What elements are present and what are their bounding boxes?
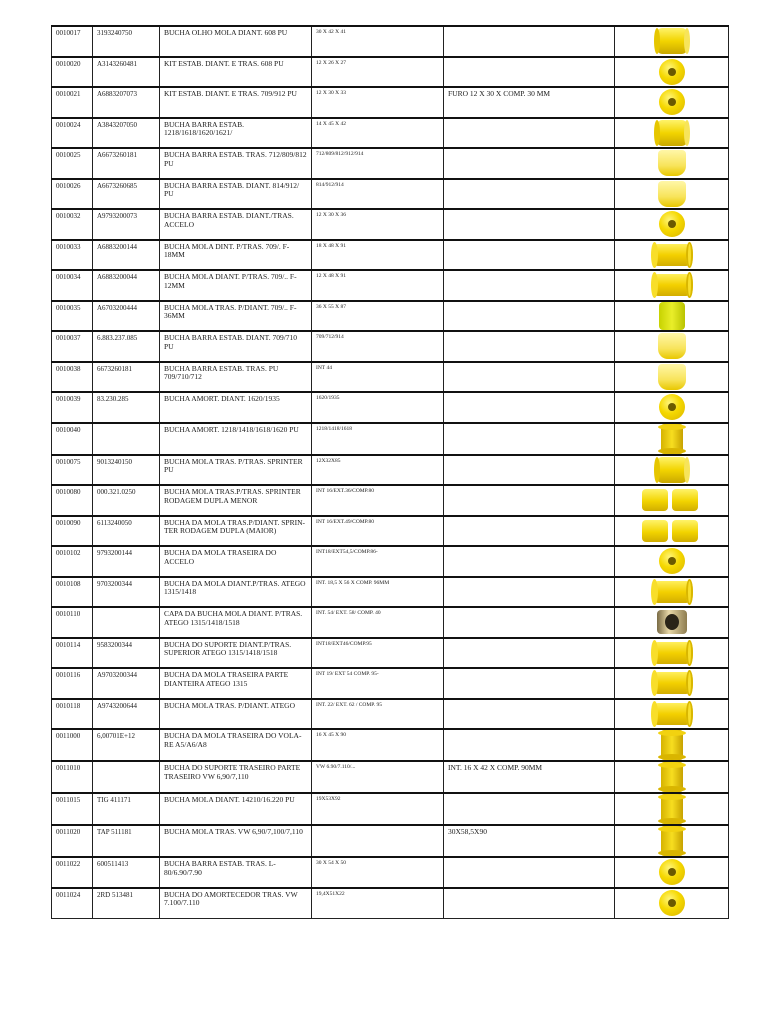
product-image-cell	[615, 888, 729, 919]
part-code-cell: 0010118	[52, 699, 93, 730]
table-row	[52, 57, 729, 88]
part-code-cell: 0010040	[52, 423, 93, 455]
product-image-cell	[615, 118, 729, 149]
table-row	[52, 26, 729, 57]
table-row	[52, 546, 729, 577]
description-cell: BUCHA MOLA TRAS. P/DIANT. ATEGO	[160, 699, 312, 730]
notes-cell	[444, 455, 615, 486]
table-row	[52, 729, 729, 761]
product-image-cell	[615, 516, 729, 547]
dimensions-cell: 16 X 45 X 90	[312, 729, 444, 761]
table-row	[52, 607, 729, 638]
table-row	[52, 857, 729, 888]
notes-cell	[444, 607, 615, 638]
reference-cell	[93, 423, 160, 455]
part-code-cell: 0010021	[52, 87, 93, 118]
yellow-long-bushing-icon	[654, 703, 690, 725]
yellow-tall-bushing-icon	[661, 730, 683, 760]
product-image-cell	[615, 857, 729, 888]
description-cell: BUCHA DA MOLA TRASEIRA DO ACCELO	[160, 546, 312, 577]
dimensions-cell: 1620/1935	[312, 392, 444, 423]
dimensions-cell: 709/712/914	[312, 331, 444, 362]
product-image-cell	[615, 240, 729, 271]
table-row	[52, 638, 729, 669]
description-cell: CAPA DA BUCHA MOLA DIANT. P/TRAS. ATEGO 1315/1418/1518	[160, 607, 312, 638]
reference-cell	[93, 607, 160, 638]
dimensions-cell: 814/912/914	[312, 179, 444, 210]
part-code-cell: 0010035	[52, 301, 93, 332]
table-row	[52, 825, 729, 857]
part-code-cell: 0010025	[52, 148, 93, 179]
reference-cell: 000.321.0250	[93, 485, 160, 516]
table-row	[52, 209, 729, 240]
reference-cell: 83.230.285	[93, 392, 160, 423]
catalog-body	[52, 26, 729, 918]
description-cell: BUCHA DA MOLA TRASEIRA DO VOLA-RE A5/A6/A8	[160, 729, 312, 761]
reference-cell	[93, 761, 160, 793]
product-image-cell	[615, 577, 729, 608]
part-code-cell: 0010090	[52, 516, 93, 547]
table-row	[52, 516, 729, 547]
yellow-tall-bushing-icon	[661, 762, 683, 792]
product-image-cell	[615, 455, 729, 486]
description-cell: BUCHA MOLA DIANT. 14210/16.220 PU	[160, 793, 312, 825]
part-code-cell: 0010032	[52, 209, 93, 240]
notes-cell	[444, 179, 615, 210]
table-row	[52, 455, 729, 486]
part-code-cell: 0010026	[52, 179, 93, 210]
yellow-small-bushing-icon	[659, 211, 685, 237]
part-code-cell: 0011000	[52, 729, 93, 761]
notes-cell: FURO 12 X 30 X COMP. 30 MM	[444, 87, 615, 118]
reference-cell: 9793200144	[93, 546, 160, 577]
table-row	[52, 485, 729, 516]
notes-cell: 30X58,5X90	[444, 825, 615, 857]
description-cell: BUCHA BARRA ESTAB. TRAS. PU 709/710/712	[160, 362, 312, 393]
dimensions-cell: 712/809/812/912/914	[312, 148, 444, 179]
description-cell: BUCHA MOLA TRAS. VW 6,90/7,100/7,110	[160, 825, 312, 857]
dimensions-cell: INT. 54/ EXT. 58/ COMP. 40	[312, 607, 444, 638]
description-cell: BUCHA BARRA ESTAB. TRAS. L-80/6.90/7.90	[160, 857, 312, 888]
reference-cell: A6883200044	[93, 270, 160, 301]
product-image-cell	[615, 638, 729, 669]
yellow-small-bushing-icon	[659, 548, 685, 574]
dimensions-cell: 36 X 55 X 87	[312, 301, 444, 332]
product-image-cell	[615, 209, 729, 240]
dimensions-cell: 12 X 30 X 36	[312, 209, 444, 240]
table-row	[52, 179, 729, 210]
product-image-cell	[615, 87, 729, 118]
table-row	[52, 301, 729, 332]
reference-cell: 6,00701E+12	[93, 729, 160, 761]
reference-cell: A9703200344	[93, 668, 160, 699]
part-code-cell: 0010102	[52, 546, 93, 577]
description-cell: BUCHA DA MOLA DIANT.P/TRAS. ATEGO 1315/1418	[160, 577, 312, 608]
description-cell: BUCHA DA MOLA TRASEIRA PARTE DIANTEIRA ATEGO 1315	[160, 668, 312, 699]
yellow-angled-bushing-icon	[657, 457, 687, 483]
part-code-cell: 0010039	[52, 392, 93, 423]
description-cell: BUCHA MOLA TRAS. P/TRAS. SPRINTER PU	[160, 455, 312, 486]
product-image-cell	[615, 26, 729, 57]
notes-cell: INT. 16 X 42 X COMP. 90MM	[444, 761, 615, 793]
yellow-saddle-bushing-icon	[658, 333, 686, 359]
description-cell: BUCHA BARRA ESTAB. DIANT. 814/912/ PU	[160, 179, 312, 210]
reference-cell: 6113240050	[93, 516, 160, 547]
reference-cell: A6883207073	[93, 87, 160, 118]
part-code-cell: 0010075	[52, 455, 93, 486]
part-code-cell: 0010020	[52, 57, 93, 88]
notes-cell	[444, 888, 615, 919]
table-row	[52, 793, 729, 825]
description-cell: BUCHA OLHO MOLA DIANT. 608 PU	[160, 26, 312, 57]
dimensions-cell: INT 16/EXT.49/COMP.80	[312, 516, 444, 547]
notes-cell	[444, 209, 615, 240]
notes-cell	[444, 577, 615, 608]
yellow-pair-bushing-icon	[672, 489, 698, 511]
product-image-cell	[615, 148, 729, 179]
part-code-cell: 0010038	[52, 362, 93, 393]
notes-cell	[444, 423, 615, 455]
description-cell: BUCHA MOLA TRAS. P/DIANT. 709/.. F-36MM	[160, 301, 312, 332]
part-code-cell: 0010116	[52, 668, 93, 699]
notes-cell	[444, 485, 615, 516]
dimensions-cell: 19X53X92	[312, 793, 444, 825]
yellow-pair-bushing-icon	[642, 520, 668, 542]
reference-cell: A3843207050	[93, 118, 160, 149]
table-row	[52, 118, 729, 149]
description-cell: BUCHA BARRA ESTAB. TRAS. 712/809/812 PU	[160, 148, 312, 179]
dimensions-cell	[312, 825, 444, 857]
reference-cell: 9583200344	[93, 638, 160, 669]
yellow-tall-bushing-icon	[661, 826, 683, 856]
yellow-long-bushing-icon	[654, 672, 690, 694]
table-row	[52, 270, 729, 301]
notes-cell	[444, 118, 615, 149]
yellow-long-bushing-icon	[654, 274, 690, 296]
description-cell: BUCHA DO AMORTECEDOR TRAS. VW 7.100/7.110	[160, 888, 312, 919]
notes-cell	[444, 857, 615, 888]
yellow-pair-bushing-icon	[642, 489, 668, 511]
yellow-long-bushing-icon	[654, 642, 690, 664]
dimensions-cell: 1218/1418/1618	[312, 423, 444, 455]
part-code-cell: 0011010	[52, 761, 93, 793]
reference-cell: 9013240150	[93, 455, 160, 486]
description-cell: BUCHA DO SUPORTE TRASEIRO PARTE TRASEIRO VW 6,90/7,110	[160, 761, 312, 793]
notes-cell	[444, 546, 615, 577]
description-cell: BUCHA MOLA DINT. P/TRAS. 709/. F-18MM	[160, 240, 312, 271]
part-code-cell: 0010024	[52, 118, 93, 149]
notes-cell	[444, 392, 615, 423]
reference-cell: A6673260685	[93, 179, 160, 210]
description-cell: BUCHA MOLA DIANT. P/TRAS. 709/.. F-12MM	[160, 270, 312, 301]
table-row	[52, 331, 729, 362]
description-cell: BUCHA AMORT. DIANT. 1620/1935	[160, 392, 312, 423]
table-row	[52, 888, 729, 919]
part-code-cell: 0010080	[52, 485, 93, 516]
reference-cell: A3143260481	[93, 57, 160, 88]
description-cell: KIT ESTAB. DIANT. E TRAS. 709/912 PU	[160, 87, 312, 118]
dimensions-cell: INT. 18,5 X 56 X COMP. 96MM	[312, 577, 444, 608]
dimensions-cell: INT. 22/ EXT. 62 / COMP. 95	[312, 699, 444, 730]
product-image-cell	[615, 423, 729, 455]
dimensions-cell: INT18/EXT46/COMP.95	[312, 638, 444, 669]
yellow-long-bushing-icon	[654, 581, 690, 603]
yellow-small-bushing-icon	[659, 89, 685, 115]
yellow-tall-bushing-icon	[661, 424, 683, 454]
notes-cell	[444, 26, 615, 57]
reference-cell: A6883200144	[93, 240, 160, 271]
yellow-small-bushing-icon	[659, 394, 685, 420]
notes-cell	[444, 331, 615, 362]
reference-cell: 2RD 513481	[93, 888, 160, 919]
table-row	[52, 392, 729, 423]
reference-cell: A9743200644	[93, 699, 160, 730]
reference-cell: 600511413	[93, 857, 160, 888]
dimensions-cell: 12 X 48 X 91	[312, 270, 444, 301]
product-image-cell	[615, 729, 729, 761]
reference-cell: A9793200073	[93, 209, 160, 240]
part-code-cell: 0010034	[52, 270, 93, 301]
notes-cell	[444, 57, 615, 88]
dimensions-cell: 12 X 26 X 27	[312, 57, 444, 88]
description-cell: BUCHA DO SUPORTE DIANT.P/TRAS. SUPERIOR ATEGO 1315/1418/1518	[160, 638, 312, 669]
notes-cell	[444, 362, 615, 393]
table-row	[52, 699, 729, 730]
yellow-saddle-bushing-icon	[658, 181, 686, 207]
product-image-cell	[615, 668, 729, 699]
product-image-cell	[615, 362, 729, 393]
yellow-saddle-bushing-icon	[658, 150, 686, 176]
dimensions-cell: 14 X 45 X 42	[312, 118, 444, 149]
notes-cell	[444, 638, 615, 669]
yellow-long-bushing-icon	[654, 244, 690, 266]
yellow-small-bushing-icon	[659, 59, 685, 85]
green-bushing-icon	[659, 302, 685, 330]
table-row	[52, 761, 729, 793]
metal-cap-icon	[657, 610, 687, 634]
yellow-round-bushing-icon	[659, 859, 685, 885]
product-image-cell	[615, 301, 729, 332]
dimensions-cell: 30 X 42 X 41	[312, 26, 444, 57]
dimensions-cell: 19,4X51X22	[312, 888, 444, 919]
table-row	[52, 362, 729, 393]
dimensions-cell: 12 X 30 X 33	[312, 87, 444, 118]
product-image-cell	[615, 392, 729, 423]
product-image-cell	[615, 485, 729, 516]
table-row	[52, 148, 729, 179]
dimensions-cell: 18 X 48 X 91	[312, 240, 444, 271]
dimensions-cell: INT18/EXT54,5/COMP.86-	[312, 546, 444, 577]
dimensions-cell: INT 44	[312, 362, 444, 393]
reference-cell: 3193240750	[93, 26, 160, 57]
description-cell: KIT ESTAB. DIANT. E TRAS. 608 PU	[160, 57, 312, 88]
product-image-cell	[615, 57, 729, 88]
product-image-cell	[615, 761, 729, 793]
description-cell: BUCHA AMORT. 1218/1418/1618/1620 PU	[160, 423, 312, 455]
notes-cell	[444, 729, 615, 761]
dimensions-cell: INT 16/EXT.36/COMP.80	[312, 485, 444, 516]
reference-cell: TIG 411171	[93, 793, 160, 825]
part-code-cell: 0011015	[52, 793, 93, 825]
part-code-cell: 0010114	[52, 638, 93, 669]
table-row	[52, 577, 729, 608]
description-cell: BUCHA BARRA ESTAB. DIANT. 709/710 PU	[160, 331, 312, 362]
yellow-pair-bushing-icon	[672, 520, 698, 542]
product-image-cell	[615, 699, 729, 730]
dimensions-cell: 12X32X85	[312, 455, 444, 486]
table-row	[52, 668, 729, 699]
table-row	[52, 240, 729, 271]
reference-cell: TAP 511181	[93, 825, 160, 857]
notes-cell	[444, 240, 615, 271]
reference-cell: 6.883.237.085	[93, 331, 160, 362]
part-code-cell: 0010108	[52, 577, 93, 608]
part-code-cell: 0011022	[52, 857, 93, 888]
product-image-cell	[615, 793, 729, 825]
part-code-cell: 0011020	[52, 825, 93, 857]
yellow-sleeve-bushing-icon	[657, 120, 687, 146]
yellow-round-bushing-icon	[659, 890, 685, 916]
notes-cell	[444, 516, 615, 547]
yellow-tall-bushing-icon	[661, 794, 683, 824]
part-code-cell: 0010017	[52, 26, 93, 57]
reference-cell: 9703200344	[93, 577, 160, 608]
parts-catalog-table	[51, 25, 729, 919]
product-image-cell	[615, 825, 729, 857]
notes-cell	[444, 668, 615, 699]
notes-cell	[444, 148, 615, 179]
dimensions-cell: VW 6.90/7.110/...	[312, 761, 444, 793]
reference-cell: A6673260181	[93, 148, 160, 179]
product-image-cell	[615, 179, 729, 210]
table-row	[52, 423, 729, 455]
yellow-cylinder-bushing-icon	[657, 28, 687, 54]
part-code-cell: 0010110	[52, 607, 93, 638]
reference-cell: A6703200444	[93, 301, 160, 332]
notes-cell	[444, 699, 615, 730]
yellow-saddle-bushing-icon	[658, 364, 686, 390]
product-image-cell	[615, 607, 729, 638]
notes-cell	[444, 270, 615, 301]
part-code-cell: 0011024	[52, 888, 93, 919]
part-code-cell: 0010037	[52, 331, 93, 362]
notes-cell	[444, 301, 615, 332]
dimensions-cell: INT 19/ EXT 54 COMP. 95-	[312, 668, 444, 699]
description-cell: BUCHA MOLA TRAS.P/TRAS. SPRINTER RODAGEM DUPLA MENOR	[160, 485, 312, 516]
description-cell: BUCHA DA MOLA TRAS.P/DIANT. SPRIN-TER RODAGEM DUPLA (MAIOR)	[160, 516, 312, 547]
product-image-cell	[615, 270, 729, 301]
description-cell: BUCHA BARRA ESTAB. 1218/1618/1620/1621/	[160, 118, 312, 149]
dimensions-cell: 30 X 54 X 50	[312, 857, 444, 888]
product-image-cell	[615, 331, 729, 362]
part-code-cell: 0010033	[52, 240, 93, 271]
table-row	[52, 87, 729, 118]
reference-cell: 6673260181	[93, 362, 160, 393]
description-cell: BUCHA BARRA ESTAB. DIANT./TRAS. ACCELO	[160, 209, 312, 240]
notes-cell	[444, 793, 615, 825]
product-image-cell	[615, 546, 729, 577]
